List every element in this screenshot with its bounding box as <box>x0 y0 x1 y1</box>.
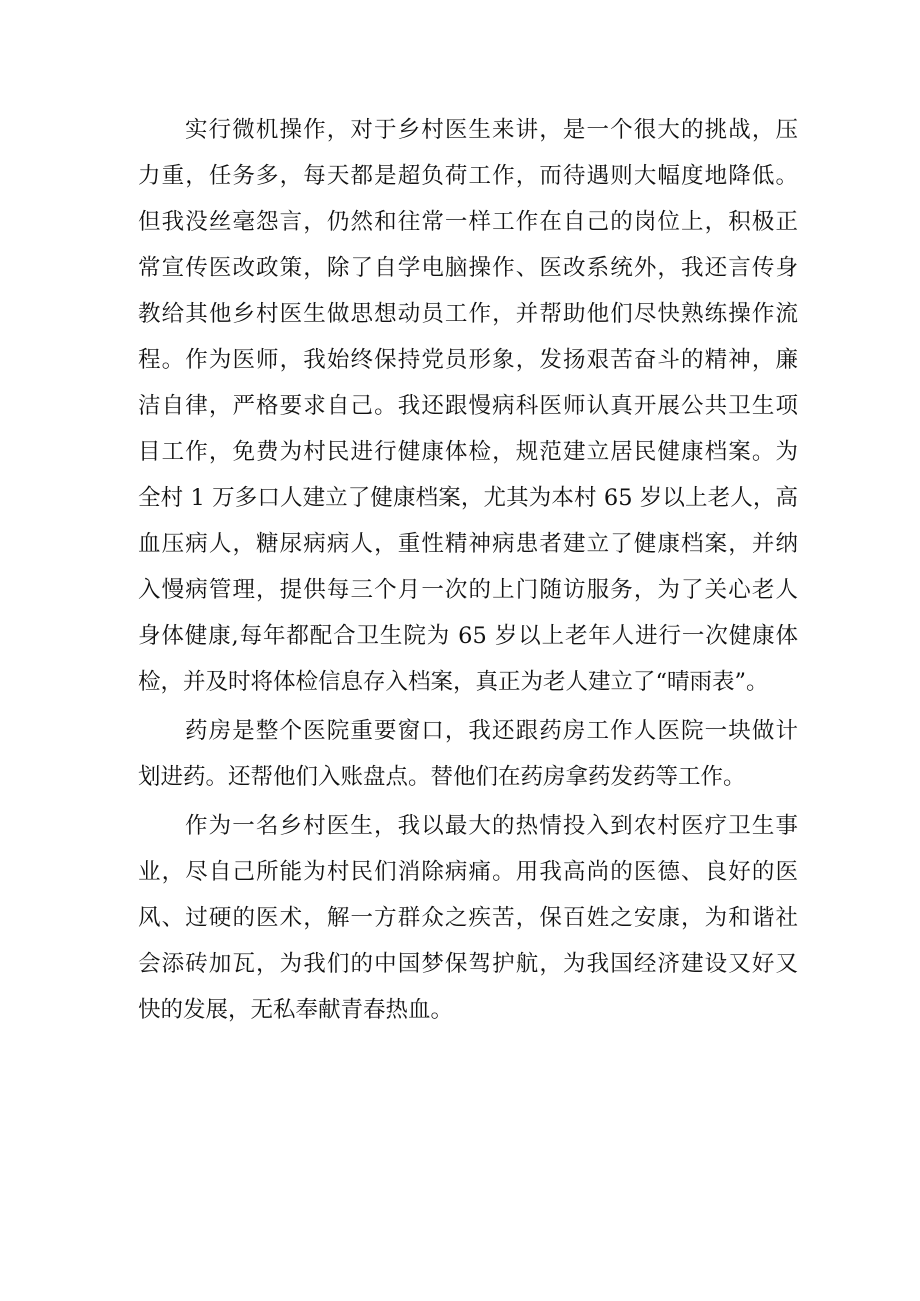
paragraph-1-line-2: 力重，任务多，每天都是超负荷工作，而待遇则大幅度地降低。 <box>138 163 798 189</box>
paragraph-1-line-13: 检，并及时将体检信息存入档案，真正为老人建立了“晴雨表”。 <box>138 669 769 695</box>
paragraph-1-line-12: 身体健康,每年都配合卫生院为 65 岁以上老年人进行一次健康体 <box>138 623 798 649</box>
paragraph-3-line-1: 作为一名乡村医生，我以最大的热情投入到农村医疗卫生事 <box>185 813 798 839</box>
paragraph-1-line-1: 实行微机操作，对于乡村医生来讲，是一个很大的挑战，压 <box>185 117 798 143</box>
paragraph-1-line-3: 但我没丝毫怨言，仍然和往常一样工作在自己的岗位上，积极正 <box>138 209 798 235</box>
paragraph-3-line-3: 风、过硬的医术，解一方群众之疾苦，保百姓之安康，为和谐社 <box>138 905 798 931</box>
paragraph-2-line-2: 划进药。还帮他们入账盘点。替他们在药房拿药发药等工作。 <box>138 764 746 790</box>
paragraph-1-line-6: 程。作为医师，我始终保持党员形象，发扬艰苦奋斗的精神，廉 <box>138 347 798 373</box>
paragraph-1-line-9: 全村 1 万多口人建立了健康档案，尤其为本村 65 岁以上老人，高 <box>138 485 798 511</box>
paragraph-1-line-11: 入慢病管理，提供每三个月一次的上门随访服务，为了关心老人 <box>138 577 798 603</box>
paragraph-1-line-5: 教给其他乡村医生做思想动员工作，并帮助他们尽快熟练操作流 <box>138 301 798 327</box>
paragraph-1-line-4: 常宣传医改政策，除了自学电脑操作、医改系统外，我还言传身 <box>138 255 798 281</box>
paragraph-3-line-2: 业，尽自己所能为村民们消除病痛。用我高尚的医德、良好的医 <box>138 859 798 885</box>
paragraph-3-line-4: 会添砖加瓦，为我们的中国梦保驾护航，为我国经济建设又好又 <box>138 951 798 977</box>
paragraph-2-line-1: 药房是整个医院重要窗口，我还跟药房工作人医院一块做计 <box>185 718 798 744</box>
paragraph-1-line-8: 目工作，免费为村民进行健康体检，规范建立居民健康档案。为 <box>138 439 798 465</box>
paragraph-3-line-5: 快的发展，无私奉献青春热血。 <box>138 997 454 1023</box>
paragraph-1-line-7: 洁自律，严格要求自己。我还跟慢病科医师认真开展公共卫生项 <box>138 393 798 419</box>
paragraph-1-line-10: 血压病人，糖尿病病人，重性精神病患者建立了健康档案，并纳 <box>138 531 798 557</box>
